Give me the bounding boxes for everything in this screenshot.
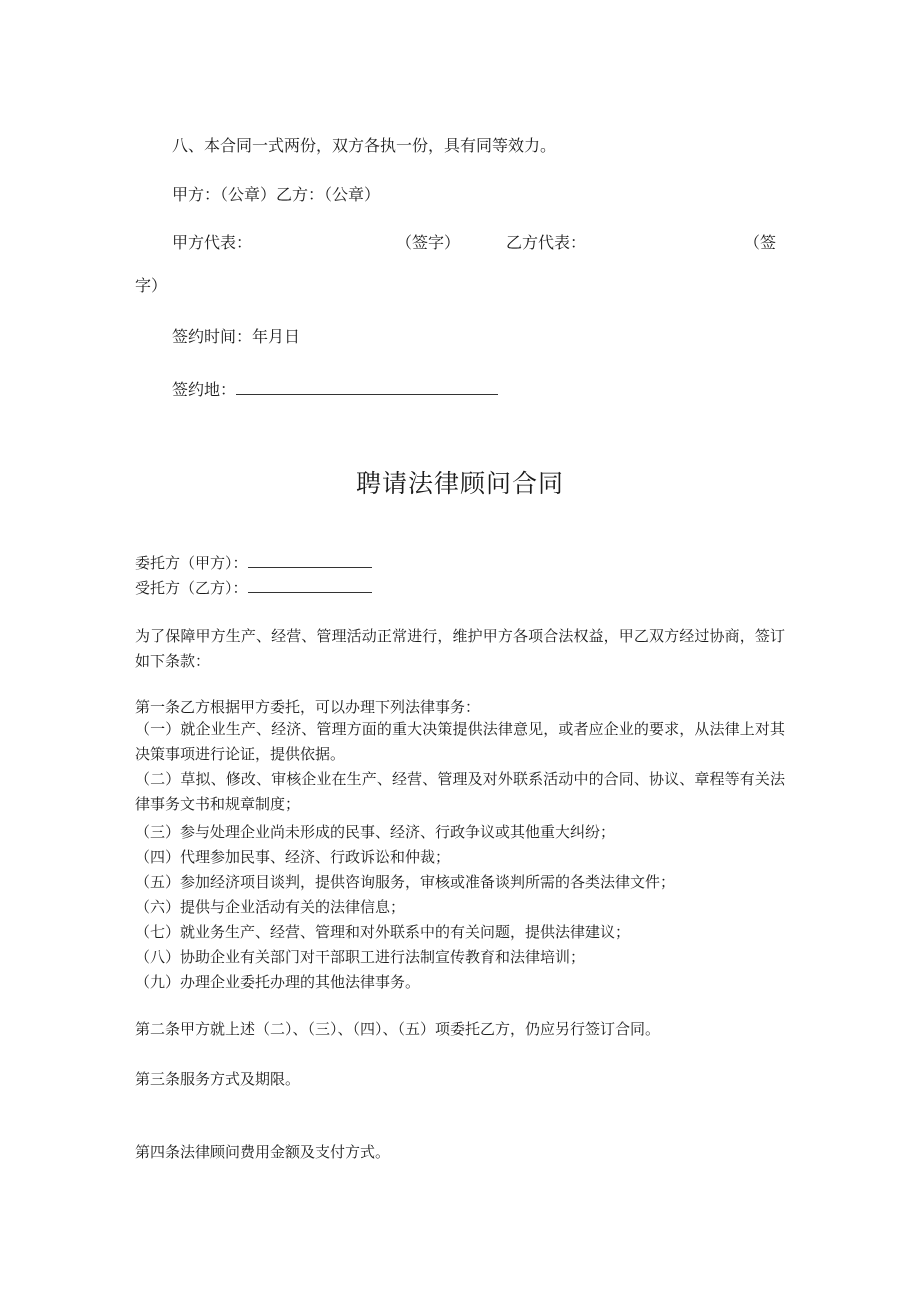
signing-time: 签约时间：年月日	[172, 327, 301, 346]
article-3: 第三条服务方式及期限。	[135, 1070, 301, 1088]
article-1-item: （七）就业务生产、经营、管理和对外联系中的有关问题，提供法律建议；	[135, 923, 631, 941]
party-a-representative-label: 甲方代表：	[172, 233, 253, 252]
article-1-item: （一）就企业生产、经济、管理方面的重大决策提供法律意见，或者应企业的要求，从法律上对其决策事项进行论证，提供依据。	[135, 720, 785, 763]
article-1-item: （八）协助企业有关部门对干部职工进行法制宣传教育和法律培训；	[135, 948, 586, 966]
article-1-item: （三）参与处理企业尚未形成的民事、经济、行政争议或其他重大纠纷；	[135, 823, 616, 841]
article-1-item: （九）办理企业委托办理的其他法律事务。	[135, 973, 421, 991]
parties-seal-line: 甲方：（公章）乙方：（公章）	[172, 185, 381, 204]
signing-place-blank	[236, 380, 498, 395]
party-b-signature-label-end: 字）	[135, 276, 168, 295]
party-a-signature-label: （签字）	[396, 233, 461, 252]
trustee-party-blank	[248, 578, 372, 593]
preamble: 为了保障甲方生产、经营、管理活动正常进行，维护甲方各项合法权益，甲乙双方经过协商，签订如下条款：	[135, 627, 785, 670]
signing-place-row	[172, 380, 498, 400]
clause-8: 八、本合同一式两份，双方各执一份，具有同等效力。	[172, 136, 557, 155]
article-1-item: （六）提供与企业活动有关的法律信息；	[135, 898, 406, 916]
party-b-signature-label-start: （签	[744, 233, 777, 252]
client-party-label: 委托方（甲方）：	[135, 554, 248, 572]
client-party-row	[135, 553, 372, 573]
article-1-item: （四）代理参加民事、经济、行政诉讼和仲裁；	[135, 848, 451, 866]
article-1-item: （二）草拟、修改、审核企业在生产、经营、管理及对外联系活动中的合同、协议、章程等有关法律事务文书和规章制度；	[135, 770, 785, 813]
party-b-representative-label: 乙方代表：	[506, 233, 587, 252]
trustee-party-row	[135, 578, 372, 598]
trustee-party-label: 受托方（乙方）：	[135, 579, 248, 597]
article-4: 第四条法律顾问费用金额及支付方式。	[135, 1143, 391, 1161]
contract-title: 聘请法律顾问合同	[355, 469, 564, 498]
signing-place-label: 签约地：	[172, 380, 237, 399]
client-party-blank	[248, 553, 372, 568]
article-1-heading: 第一条乙方根据甲方委托，可以办理下列法律事务：	[135, 698, 481, 716]
article-1-item: （五）参加经济项目谈判，提供咨询服务，审核或准备谈判所需的各类法律文件；	[135, 873, 676, 891]
article-2: 第二条甲方就上述（二）、（三）、（四）、（五）项委托乙方，仍应另行签订合同。	[135, 1020, 661, 1038]
